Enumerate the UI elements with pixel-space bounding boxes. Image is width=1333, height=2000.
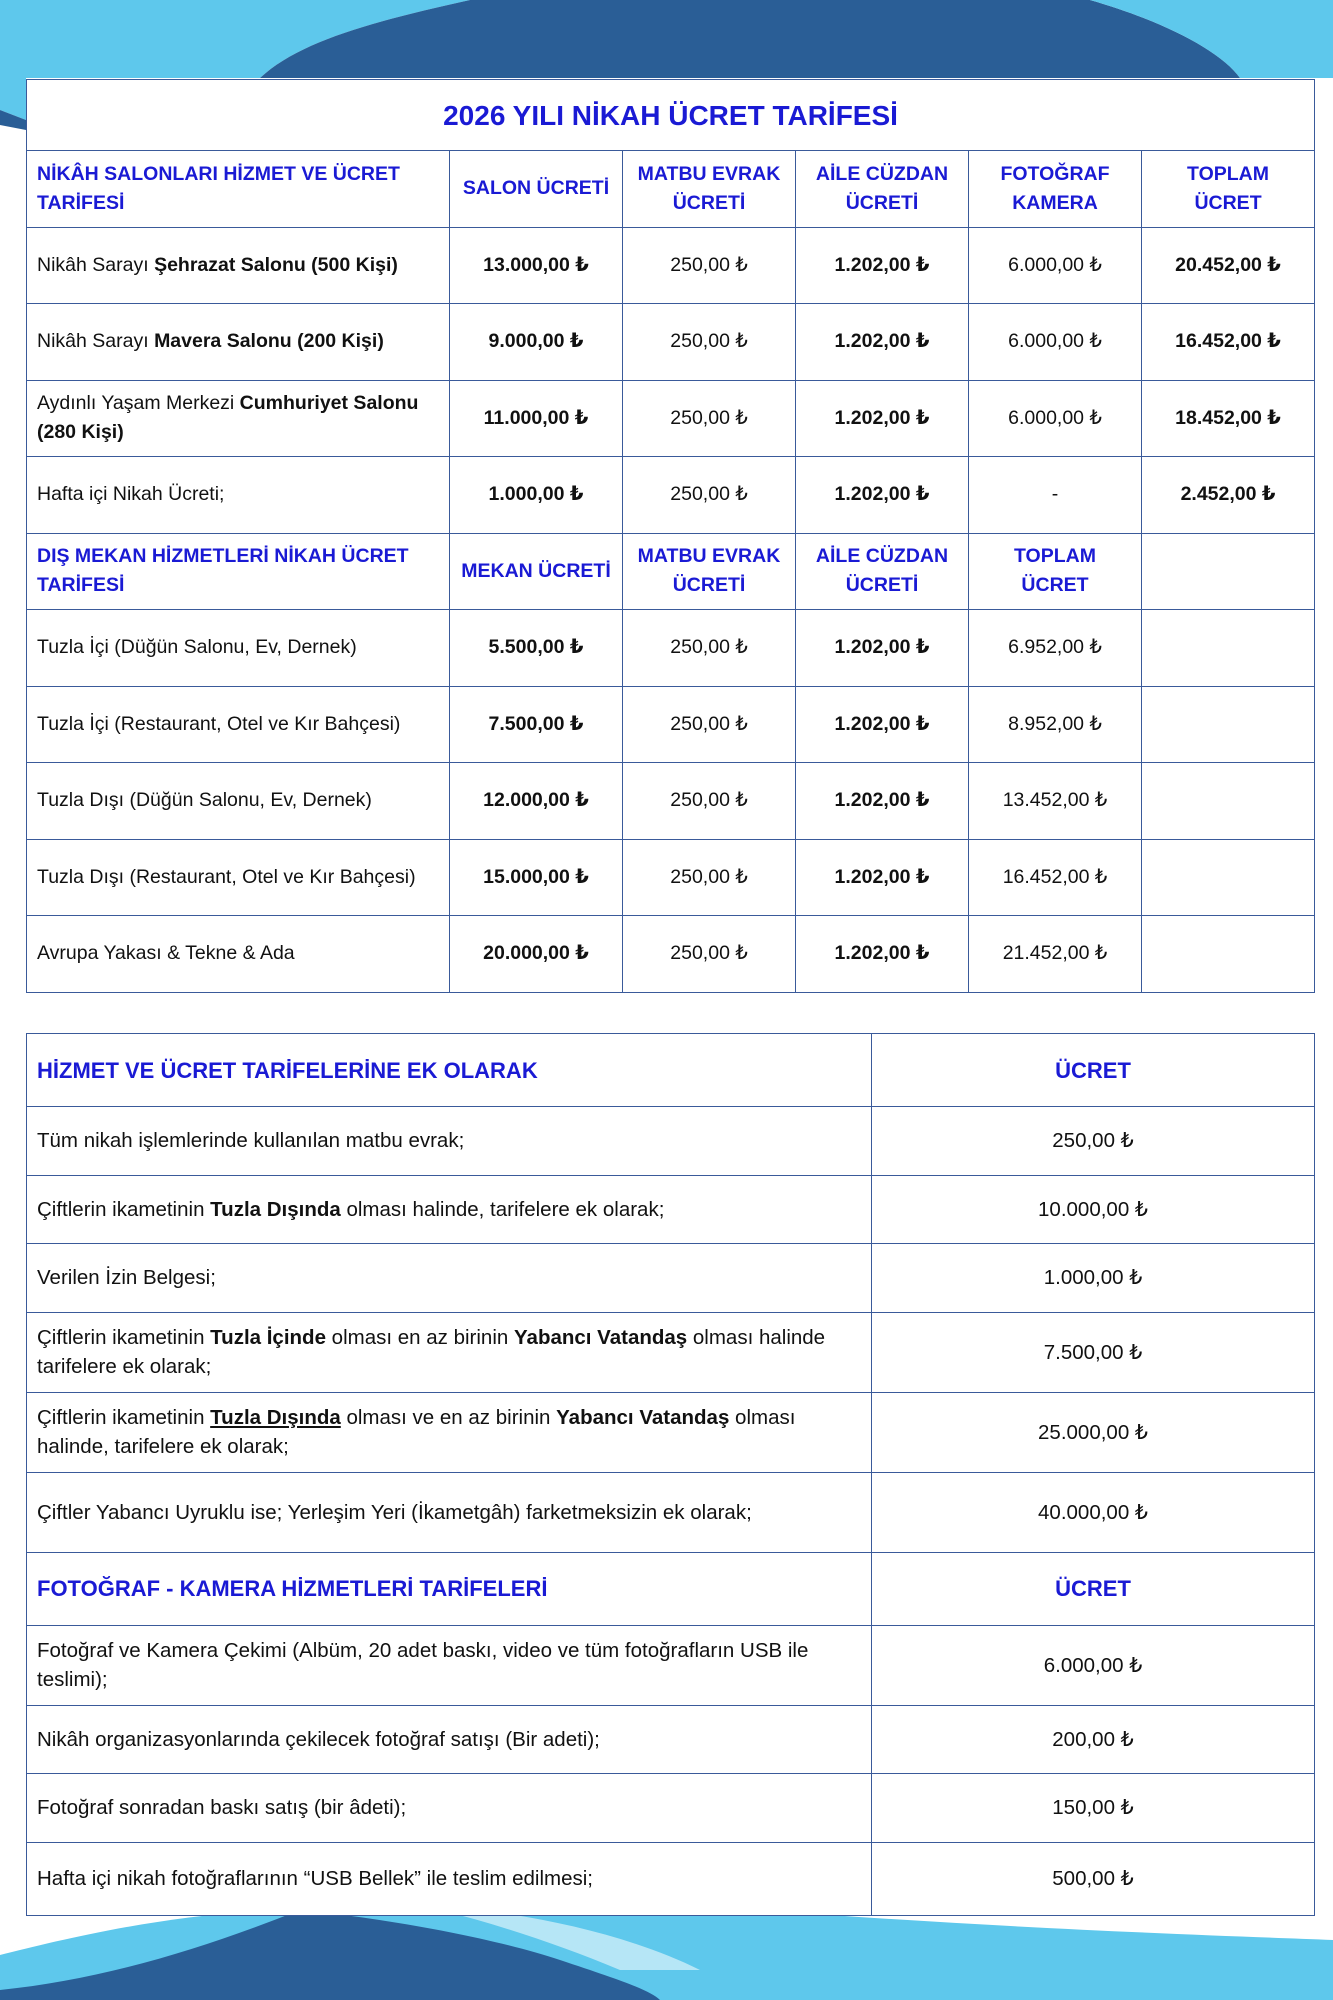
- table-row: [27, 763, 1315, 840]
- family-wallet-fee: 1.202,00 ₺: [796, 916, 969, 993]
- table-row: [27, 1107, 1315, 1176]
- total-fee: 13.452,00 ₺: [969, 763, 1142, 840]
- label-text: Çiftlerin ikametinin: [37, 1326, 211, 1349]
- salon-name: [27, 457, 450, 534]
- table-row: [27, 457, 1315, 534]
- family-wallet-fee: 1.202,00 ₺: [796, 686, 969, 763]
- table-row: [27, 1625, 1315, 1705]
- total-fee: 21.452,00 ₺: [969, 916, 1142, 993]
- venue-fee: 20.000,00 ₺: [450, 916, 623, 993]
- salon-fee-header: SALON ÜCRETİ: [450, 151, 623, 228]
- table-row: [27, 839, 1315, 916]
- table-row: [27, 1472, 1315, 1552]
- total-fee: 8.952,00 ₺: [969, 686, 1142, 763]
- label-text: olması halinde, tarifelere ek olarak;: [340, 1197, 665, 1221]
- table-row: [27, 380, 1315, 457]
- label-bold: Yabancı Vatandaş: [514, 1326, 688, 1349]
- family-wallet-fee: 1.202,00 ₺: [796, 304, 969, 381]
- total-fee: 18.452,00 ₺: [1142, 380, 1315, 457]
- document-fee-header: MATBU EVRAK ÜCRETİ: [623, 151, 796, 228]
- photo-fee: 6.000,00 ₺: [969, 380, 1142, 457]
- outdoor-header-row: [27, 533, 1315, 610]
- document-fee: 250,00 ₺: [623, 763, 796, 840]
- empty-cell: [1142, 763, 1315, 840]
- page-title: 2026 YILI NİKAH ÜCRET TARİFESİ: [27, 80, 1315, 151]
- table-row: [27, 1774, 1315, 1843]
- empty-cell: [1142, 533, 1315, 610]
- document-fee: 250,00 ₺: [623, 610, 796, 687]
- label-text: Çiftlerin ikametinin: [37, 1197, 211, 1221]
- table-row: [27, 1392, 1315, 1472]
- photo-camera-header: FOTOĞRAF KAMERA: [969, 151, 1142, 228]
- photo-header: FOTOĞRAF - KAMERA HİZMETLERİ TARİFELERİ: [27, 1552, 872, 1625]
- document-fee: 250,00 ₺: [623, 839, 796, 916]
- photo-fee: 6.000,00 ₺: [969, 304, 1142, 381]
- venue-fee: 12.000,00 ₺: [450, 763, 623, 840]
- table-row: [27, 916, 1315, 993]
- extra-price: 250,00 ₺: [872, 1107, 1315, 1176]
- extra-price: 10.000,00 ₺: [872, 1175, 1315, 1244]
- venue-fee: 5.500,00 ₺: [450, 610, 623, 687]
- label-text: olması ve en az birinin: [340, 1406, 557, 1429]
- photo-header-row: [27, 1552, 1315, 1625]
- photo-service-label: Nikâh organizasyonlarında çekilecek fotoğraf satışı (Bir adeti);: [27, 1705, 872, 1774]
- family-wallet-fee-header: AİLE CÜZDAN ÜCRETİ: [796, 533, 969, 610]
- photo-service-label: Fotoğraf ve Kamera Çekimi (Albüm, 20 adet baskı, video ve tüm fotoğrafların USB ile teslimi);: [27, 1625, 872, 1705]
- extra-price: 25.000,00 ₺: [872, 1392, 1315, 1472]
- family-wallet-fee: 1.202,00 ₺: [796, 227, 969, 304]
- photo-service-label: Hafta içi nikah fotoğraflarının “USB Bellek” ile teslim edilmesi;: [27, 1842, 872, 1915]
- salon-name-prefix: Aydınlı Yaşam Merkezi: [37, 392, 240, 415]
- document-fee-header: MATBU EVRAK ÜCRETİ: [623, 533, 796, 610]
- salon-name-prefix: Hafta içi Nikah Ücreti;: [37, 483, 225, 506]
- document-fee: 250,00 ₺: [623, 686, 796, 763]
- salon-name: [27, 227, 450, 304]
- extra-label: [27, 1244, 872, 1313]
- table-row: [27, 1312, 1315, 1392]
- label-text: Tüm nikah işlemlerinde kullanılan matbu evrak;: [37, 1129, 465, 1153]
- photo-fee: -: [969, 457, 1142, 534]
- table-row: [27, 1175, 1315, 1244]
- empty-cell: [1142, 686, 1315, 763]
- outdoor-header-label: DIŞ MEKAN HİZMETLERİ NİKAH ÜCRET TARİFESİ: [27, 533, 450, 610]
- label-text: olması halinde tarifelere ek olarak;: [37, 1326, 826, 1378]
- label-text: olması halinde, tarifelere ek olarak;: [37, 1406, 796, 1458]
- label-bold: Tuzla İçinde: [210, 1326, 326, 1349]
- empty-cell: [1142, 916, 1315, 993]
- empty-cell: [1142, 839, 1315, 916]
- label-bold: Yabancı Vatandaş: [556, 1406, 730, 1429]
- salon-header-row: [27, 151, 1315, 228]
- extras-price-header: ÜCRET: [872, 1034, 1315, 1107]
- table-row: [27, 1705, 1315, 1774]
- salon-name-bold: Mavera Salonu (200 Kişi): [154, 330, 384, 353]
- document-fee: 250,00 ₺: [623, 227, 796, 304]
- extra-price: 1.000,00 ₺: [872, 1244, 1315, 1313]
- total-fee: 6.952,00 ₺: [969, 610, 1142, 687]
- extras-header: HİZMET VE ÜCRET TARİFELERİNE EK OLARAK: [27, 1034, 872, 1107]
- venue-name: Avrupa Yakası & Tekne & Ada: [27, 916, 450, 993]
- extra-label: [27, 1107, 872, 1176]
- document-fee: 250,00 ₺: [623, 380, 796, 457]
- document-fee: 250,00 ₺: [623, 916, 796, 993]
- salon-header-label: NİKÂH SALONLARI HİZMET VE ÜCRET TARİFESİ: [27, 151, 450, 228]
- photo-service-price: 500,00 ₺: [872, 1842, 1315, 1915]
- venue-fee: 7.500,00 ₺: [450, 686, 623, 763]
- title-row: [27, 80, 1315, 151]
- family-wallet-fee: 1.202,00 ₺: [796, 839, 969, 916]
- table-row: [27, 610, 1315, 687]
- family-wallet-fee-header: AİLE CÜZDAN ÜCRETİ: [796, 151, 969, 228]
- label-text: Verilen İzin Belgesi;: [37, 1266, 216, 1290]
- photo-service-price: 6.000,00 ₺: [872, 1625, 1315, 1705]
- total-fee-header: TOPLAM ÜCRET: [1142, 151, 1315, 228]
- total-fee: 20.452,00 ₺: [1142, 227, 1315, 304]
- family-wallet-fee: 1.202,00 ₺: [796, 380, 969, 457]
- extra-label: [27, 1175, 872, 1244]
- label-text: Çiftler Yabancı Uyruklu ise; Yerleşim Yeri (İkametgâh) farketmeksizin ek olarak;: [37, 1500, 752, 1524]
- family-wallet-fee: 1.202,00 ₺: [796, 763, 969, 840]
- table-row: [27, 1244, 1315, 1313]
- photo-fee: 6.000,00 ₺: [969, 227, 1142, 304]
- venue-fee-header: MEKAN ÜCRETİ: [450, 533, 623, 610]
- total-fee: 16.452,00 ₺: [969, 839, 1142, 916]
- venue-name: Tuzla İçi (Restaurant, Otel ve Kır Bahçesi): [27, 686, 450, 763]
- salon-name-prefix: Nikâh Sarayı: [37, 330, 155, 353]
- extra-label: [27, 1312, 872, 1392]
- table-row: [27, 1842, 1315, 1915]
- extra-price: 40.000,00 ₺: [872, 1472, 1315, 1552]
- total-fee-header: TOPLAM ÜCRET: [969, 533, 1142, 610]
- salon-fee: 9.000,00 ₺: [450, 304, 623, 381]
- label-text: Çiftlerin ikametinin: [37, 1406, 211, 1429]
- extra-price: 7.500,00 ₺: [872, 1312, 1315, 1392]
- table-row: [27, 304, 1315, 381]
- document-fee: 250,00 ₺: [623, 304, 796, 381]
- total-fee: 2.452,00 ₺: [1142, 457, 1315, 534]
- venue-name: Tuzla Dışı (Restaurant, Otel ve Kır Bahçesi): [27, 839, 450, 916]
- photo-service-price: 200,00 ₺: [872, 1705, 1315, 1774]
- label-bold-underlined: Tuzla Dışında: [210, 1406, 341, 1429]
- salon-fee: 11.000,00 ₺: [450, 380, 623, 457]
- salon-name-prefix: Nikâh Sarayı: [37, 253, 155, 276]
- salon-fee: 1.000,00 ₺: [450, 457, 623, 534]
- photo-service-price: 150,00 ₺: [872, 1774, 1315, 1843]
- extra-label: [27, 1392, 872, 1472]
- total-fee: 16.452,00 ₺: [1142, 304, 1315, 381]
- empty-cell: [1142, 610, 1315, 687]
- document-fee: 250,00 ₺: [623, 457, 796, 534]
- extras-header-row: [27, 1034, 1315, 1107]
- family-wallet-fee: 1.202,00 ₺: [796, 610, 969, 687]
- salon-name-bold: Cumhuriyet Salonu (280 Kişi): [37, 392, 419, 444]
- table-row: [27, 227, 1315, 304]
- salon-fee: 13.000,00 ₺: [450, 227, 623, 304]
- venue-name: Tuzla Dışı (Düğün Salonu, Ev, Dernek): [27, 763, 450, 840]
- label-bold: Tuzla Dışında: [210, 1197, 341, 1221]
- salon-name-bold: Şehrazat Salonu (500 Kişi): [154, 253, 398, 276]
- venue-name: Tuzla İçi (Düğün Salonu, Ev, Dernek): [27, 610, 450, 687]
- table-row: [27, 686, 1315, 763]
- label-text: olması en az birinin: [325, 1326, 514, 1349]
- wedding-fee-table: [26, 79, 1315, 993]
- extra-label: [27, 1472, 872, 1552]
- photo-price-header: ÜCRET: [872, 1552, 1315, 1625]
- photo-service-label: Fotoğraf sonradan baskı satış (bir âdeti);: [27, 1774, 872, 1843]
- salon-name: [27, 380, 450, 457]
- additional-fees-table: [26, 1033, 1315, 1916]
- venue-fee: 15.000,00 ₺: [450, 839, 623, 916]
- family-wallet-fee: 1.202,00 ₺: [796, 457, 969, 534]
- salon-name: [27, 304, 450, 381]
